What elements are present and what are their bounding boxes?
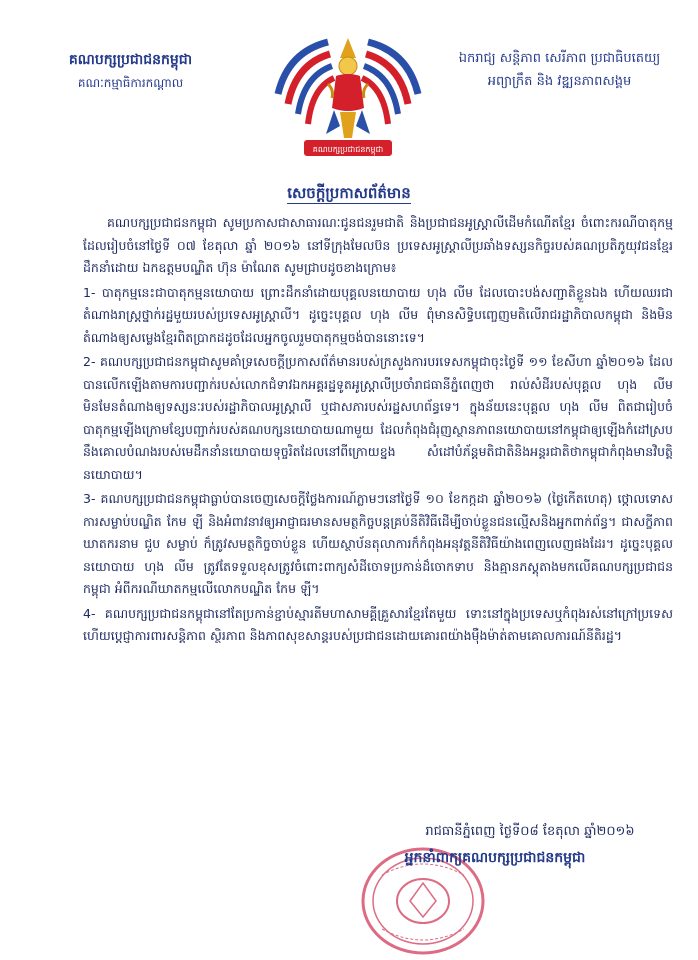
deity-figure (326, 38, 370, 138)
point-paragraph: 4- គណបក្សប្រជាជនកម្ពុជានៅតែប្រកាន់ខ្ជាប់ស្មារតីមហាសាមគ្គីគ្រួសារខ្មែរតែមួយ ទោះនៅក្នុងប្រទេសឬកំពុងរស់នៅក្រៅប្រទេស ហើយប្តេជ្ញាការពារសន្តិភាព ស្ថិរភាព និងភាពសុខសាន្តរបស់ប្រជាជនដោយគោរពយ៉ាងម៉ឺងម៉ាត់តាមគោលការណ៍នីតិរដ្ឋ។ (83, 605, 673, 643)
point-paragraph: 1- បាតុកម្មនេះជាបាតុកម្មនយោបាយ ព្រោះដឹកនាំដោយបុគ្គលនយោបាយ ហុង លីម ដែលបោះបង់សញ្ជាតិខ្លួនឯង ហើយឈរជាតំណាងរាស្ត្រថ្នាក់រដ្ឋមួយរបស់ប្រទេសអូស្ត្រាលី។ ដូច្នេះបុគ្គល ហុង លីម ពុំមានសិទ្ធិបញ្ចេញមតិលើរាជរដ្ឋាភិបាលកម្ពុជា និងមិនតំណាងឲ្យសម្លេងខ្មែរពិតប្រាកដដូចដែលអ្នកចូលរួមបាតុកម្មចង់បាននោះទេ។ (83, 284, 673, 345)
signature-title: អ្នកនាំពាក្យគណបក្សប្រជាជនកម្ពុជា (404, 850, 586, 866)
motto-line-2: អព្យាក្រឹត និង វឌ្ឍនភាពសង្គម (487, 74, 632, 89)
party-name: គណបក្សប្រជាជនកម្ពុជា (68, 52, 193, 68)
document-body (83, 212, 673, 650)
intro-paragraph: គណបក្សប្រជាជនកម្ពុជា សូមប្រកាសជាសាធារណៈជូនជនរួមជាតិ និងប្រជាជនអូស្ត្រាលីដើមកំណើតខ្មែរ ចំពោះករណីបាតុកម្មដែលរៀបចំនៅថ្ងៃទី ០៧ ខែតុលា ឆ្នាំ ២០១៦ នៅទីក្រុងមែលប៊ន ប្រទេសអូស្ត្រាលីប្រឆាំងទស្សនកិច្ចរបស់គណប្រតិភូយុវជនខ្មែរដឹកនាំដោយ ឯកឧត្តមបណ្ឌិត ហ៊ុន ម៉ាណែត សូមជ្រាបដូចខាងក្រោម៖ (83, 215, 673, 275)
dateline: រាជធានីភ្នំពេញ ថ្ងៃទី០៨ ខែតុលា ឆ្នាំ២០១៦ (425, 824, 635, 839)
emblem-banner (304, 140, 392, 156)
document-title (0, 184, 698, 206)
party-name-header (18, 50, 243, 93)
central-committee: គណៈកម្មាធិការកណ្តាល (77, 76, 184, 90)
point-paragraph: 2- គណបក្សប្រជាជនកម្ពុជាសូមគាំទ្រសេចក្តីប្រកាសព័ត៌មានរបស់ក្រសួងការបរទេសកម្ពុជាចុះថ្ងៃទី ១១ ខែសីហា ឆ្នាំ២០១៦ ដែលបានលើកឡើងតាមការបញ្ជាក់របស់លោកជំទាវឯកអគ្គរដ្ឋទូតអូស្ត្រាលីប្រចាំរាជធានីភ្នំពេញថា រាល់សំដីរបស់បុគ្គល ហុង លីម មិនមែនតំណាងឲ្យទស្សនៈរបស់រដ្ឋាភិបាលអូស្ត្រាលី ឬជាសភារបស់រដ្ឋសហព័ន្ធទេ។ ក្នុងន័យនេះបុគ្គល ហុង លីម ពិតជារៀបចំបាតុកម្មឡើងក្រោមខ្សែបញ្ជាក់របស់គណបក្សនយោបាយណាមួយ ដែលកំពុងជំរុញស្ថានភាពនយោបាយនៅកម្ពុជាឲ្យឡើងកំដៅស្របនឹងគោលបំណងរបស់មេដឹកនាំនយោបាយទុច្ចរិតដែលនៅពីក្រោយខ្នង សំដៅបំភ័ន្តមតិជាតិនិងអន្តរជាតិថាកម្ពុជាកំពុងមានវិបត្តិនយោបាយ។ (83, 354, 673, 482)
emblem-banner-text: គណបក្សប្រជាជនកម្ពុជា (312, 145, 384, 154)
document-title-text: សេចក្តីប្រកាសព័ត៌មាន (287, 184, 411, 202)
motto-line-1: ឯករាជ្យ សន្តិភាព សេរីភាព ប្រជាធិបតេយ្យ (458, 51, 661, 66)
point-paragraph: 3- គណបក្សប្រជាជនកម្ពុជាធ្លាប់បានចេញសេចក្តីថ្លែងការណ៍ភ្លាមៗនៅថ្ងៃទី ១០ ខែកក្កដា ឆ្នាំ២០១៦ (ថ្ងៃកើតហេតុ) ថ្កោលទោសការសម្លាប់បណ្ឌិត កែម ឡី និងអំពាវនាវឲ្យអាជ្ញាធរមានសមត្ថកិច្ចបន្តគ្រប់នីតិវិធីដើម្បីចាប់ខ្លួនជនល្មើសនិងអ្នកពាក់ព័ន្ធ។ ជាសក្ខីភាពឃាតករនាម ជួប សម្លាប់ ក៏ត្រូវសមត្ថកិច្ចចាប់ខ្លួន ហើយស្ថាប័នតុលាការក៏កំពុងអនុវត្តនីតិវិធីយ៉ាងពេញលេញផងដែរ។ ដូច្នេះបុគ្គលនយោបាយ ហុង លីម ត្រូវតែទទួលខុសត្រូវចំពោះពាក្យសំដីចោទប្រកាន់ដ៏ចោកទាប និងគ្មានភស្តុតាងមកលើគណបក្សប្រជាជនកម្ពុជា អំពីករណីឃាតកម្មលើលោកបណ្ឌិត កែម ឡី។ (83, 491, 673, 596)
national-motto-header (432, 50, 687, 92)
party-emblem (268, 34, 428, 164)
